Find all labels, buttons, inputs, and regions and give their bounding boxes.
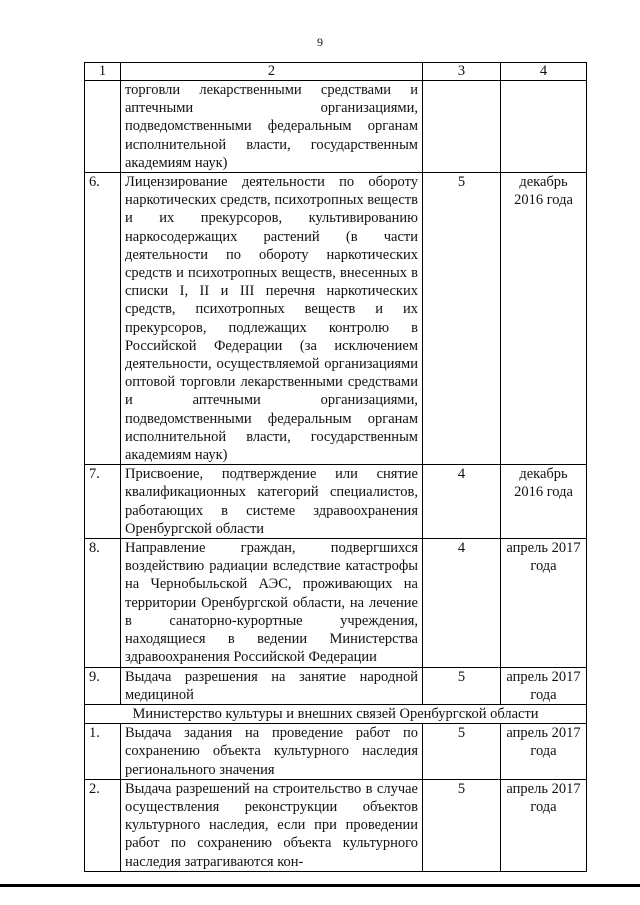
row-number: 7. xyxy=(85,465,121,539)
column-header: 1 xyxy=(85,63,121,81)
page-number: 9 xyxy=(317,35,323,49)
table-header-row xyxy=(85,63,587,81)
service-description: Направление граждан, подвергшихся воздействию радиации вследствие катастрофы на Чернобыльской АЭС, проживающих на территории Оренбургской области, на лечение в санаторно-курортные учреждения, находящиеся в ведении Министерства здравоохранения Российской Федерации xyxy=(121,539,423,667)
deadline-date: апрель 2017 года xyxy=(501,667,587,704)
row-number: 1. xyxy=(85,724,121,780)
deadline-date: апрель 2017 года xyxy=(501,779,587,871)
deadline-date: декабрь 2016 года xyxy=(501,173,587,465)
section-title: Министерство культуры и внешних связей Оренбургской области xyxy=(85,704,587,723)
service-description: Присвоение, подтверждение или снятие квалификационных категорий специалистов, работающих в системе здравоохранения Оренбургской области xyxy=(121,465,423,539)
count-value: 5 xyxy=(423,667,501,704)
row-number: 6. xyxy=(85,173,121,465)
deadline-date: апрель 2017 года xyxy=(501,539,587,667)
column-header: 2 xyxy=(121,63,423,81)
section-header-row xyxy=(85,704,587,723)
count-value: 5 xyxy=(423,724,501,780)
count-value: 4 xyxy=(423,539,501,667)
table-row xyxy=(85,465,587,539)
services-table xyxy=(84,62,587,872)
service-description: Лицензирование деятельности по обороту наркотических средств, психотропных веществ и их прекурсоров, культивированию наркосодержащих растений (в части деятельности по обороту наркотических средств и психотропных веществ, внесенных в списки I, II и III перечня наркотических средств, психотропных веществ и их прекурсоров, подлежащих контролю в Российской Федерации (за исключением деятельности, осуществляемой организациями оптовой торговли лекарственными средствами и аптечными организациями, подведомственными федеральным органам исполнительной власти, государственным академиям наук) xyxy=(121,173,423,465)
row-number: 2. xyxy=(85,779,121,871)
table-row xyxy=(85,779,587,871)
deadline-date: апрель 2017 года xyxy=(501,724,587,780)
column-header: 4 xyxy=(501,63,587,81)
table-body xyxy=(85,81,587,872)
service-description: Выдача разрешений на строительство в случае осуществления реконструкции объектов культурного наследия, если при проведении работ по сохранению объекта культурного наследия затрагиваются кон- xyxy=(121,779,423,871)
table-row xyxy=(85,667,587,704)
count-value: 4 xyxy=(423,465,501,539)
row-number: 8. xyxy=(85,539,121,667)
row-number xyxy=(85,81,121,173)
deadline-date: декабрь 2016 года xyxy=(501,465,587,539)
service-description: Выдача задания на проведение работ по сохранению объекта культурного наследия регионального значения xyxy=(121,724,423,780)
service-description: Выдача разрешения на занятие народной медициной xyxy=(121,667,423,704)
table-row xyxy=(85,539,587,667)
row-number: 9. xyxy=(85,667,121,704)
bottom-rule xyxy=(0,884,640,887)
table-row xyxy=(85,724,587,780)
count-value: 5 xyxy=(423,779,501,871)
deadline-date xyxy=(501,81,587,173)
table-row xyxy=(85,173,587,465)
service-description: торговли лекарственными средствами и аптечными организациями, подведомственными федеральным органам исполнительной власти, государственным академиям наук) xyxy=(121,81,423,173)
count-value xyxy=(423,81,501,173)
column-header: 3 xyxy=(423,63,501,81)
table-row xyxy=(85,81,587,173)
count-value: 5 xyxy=(423,173,501,465)
